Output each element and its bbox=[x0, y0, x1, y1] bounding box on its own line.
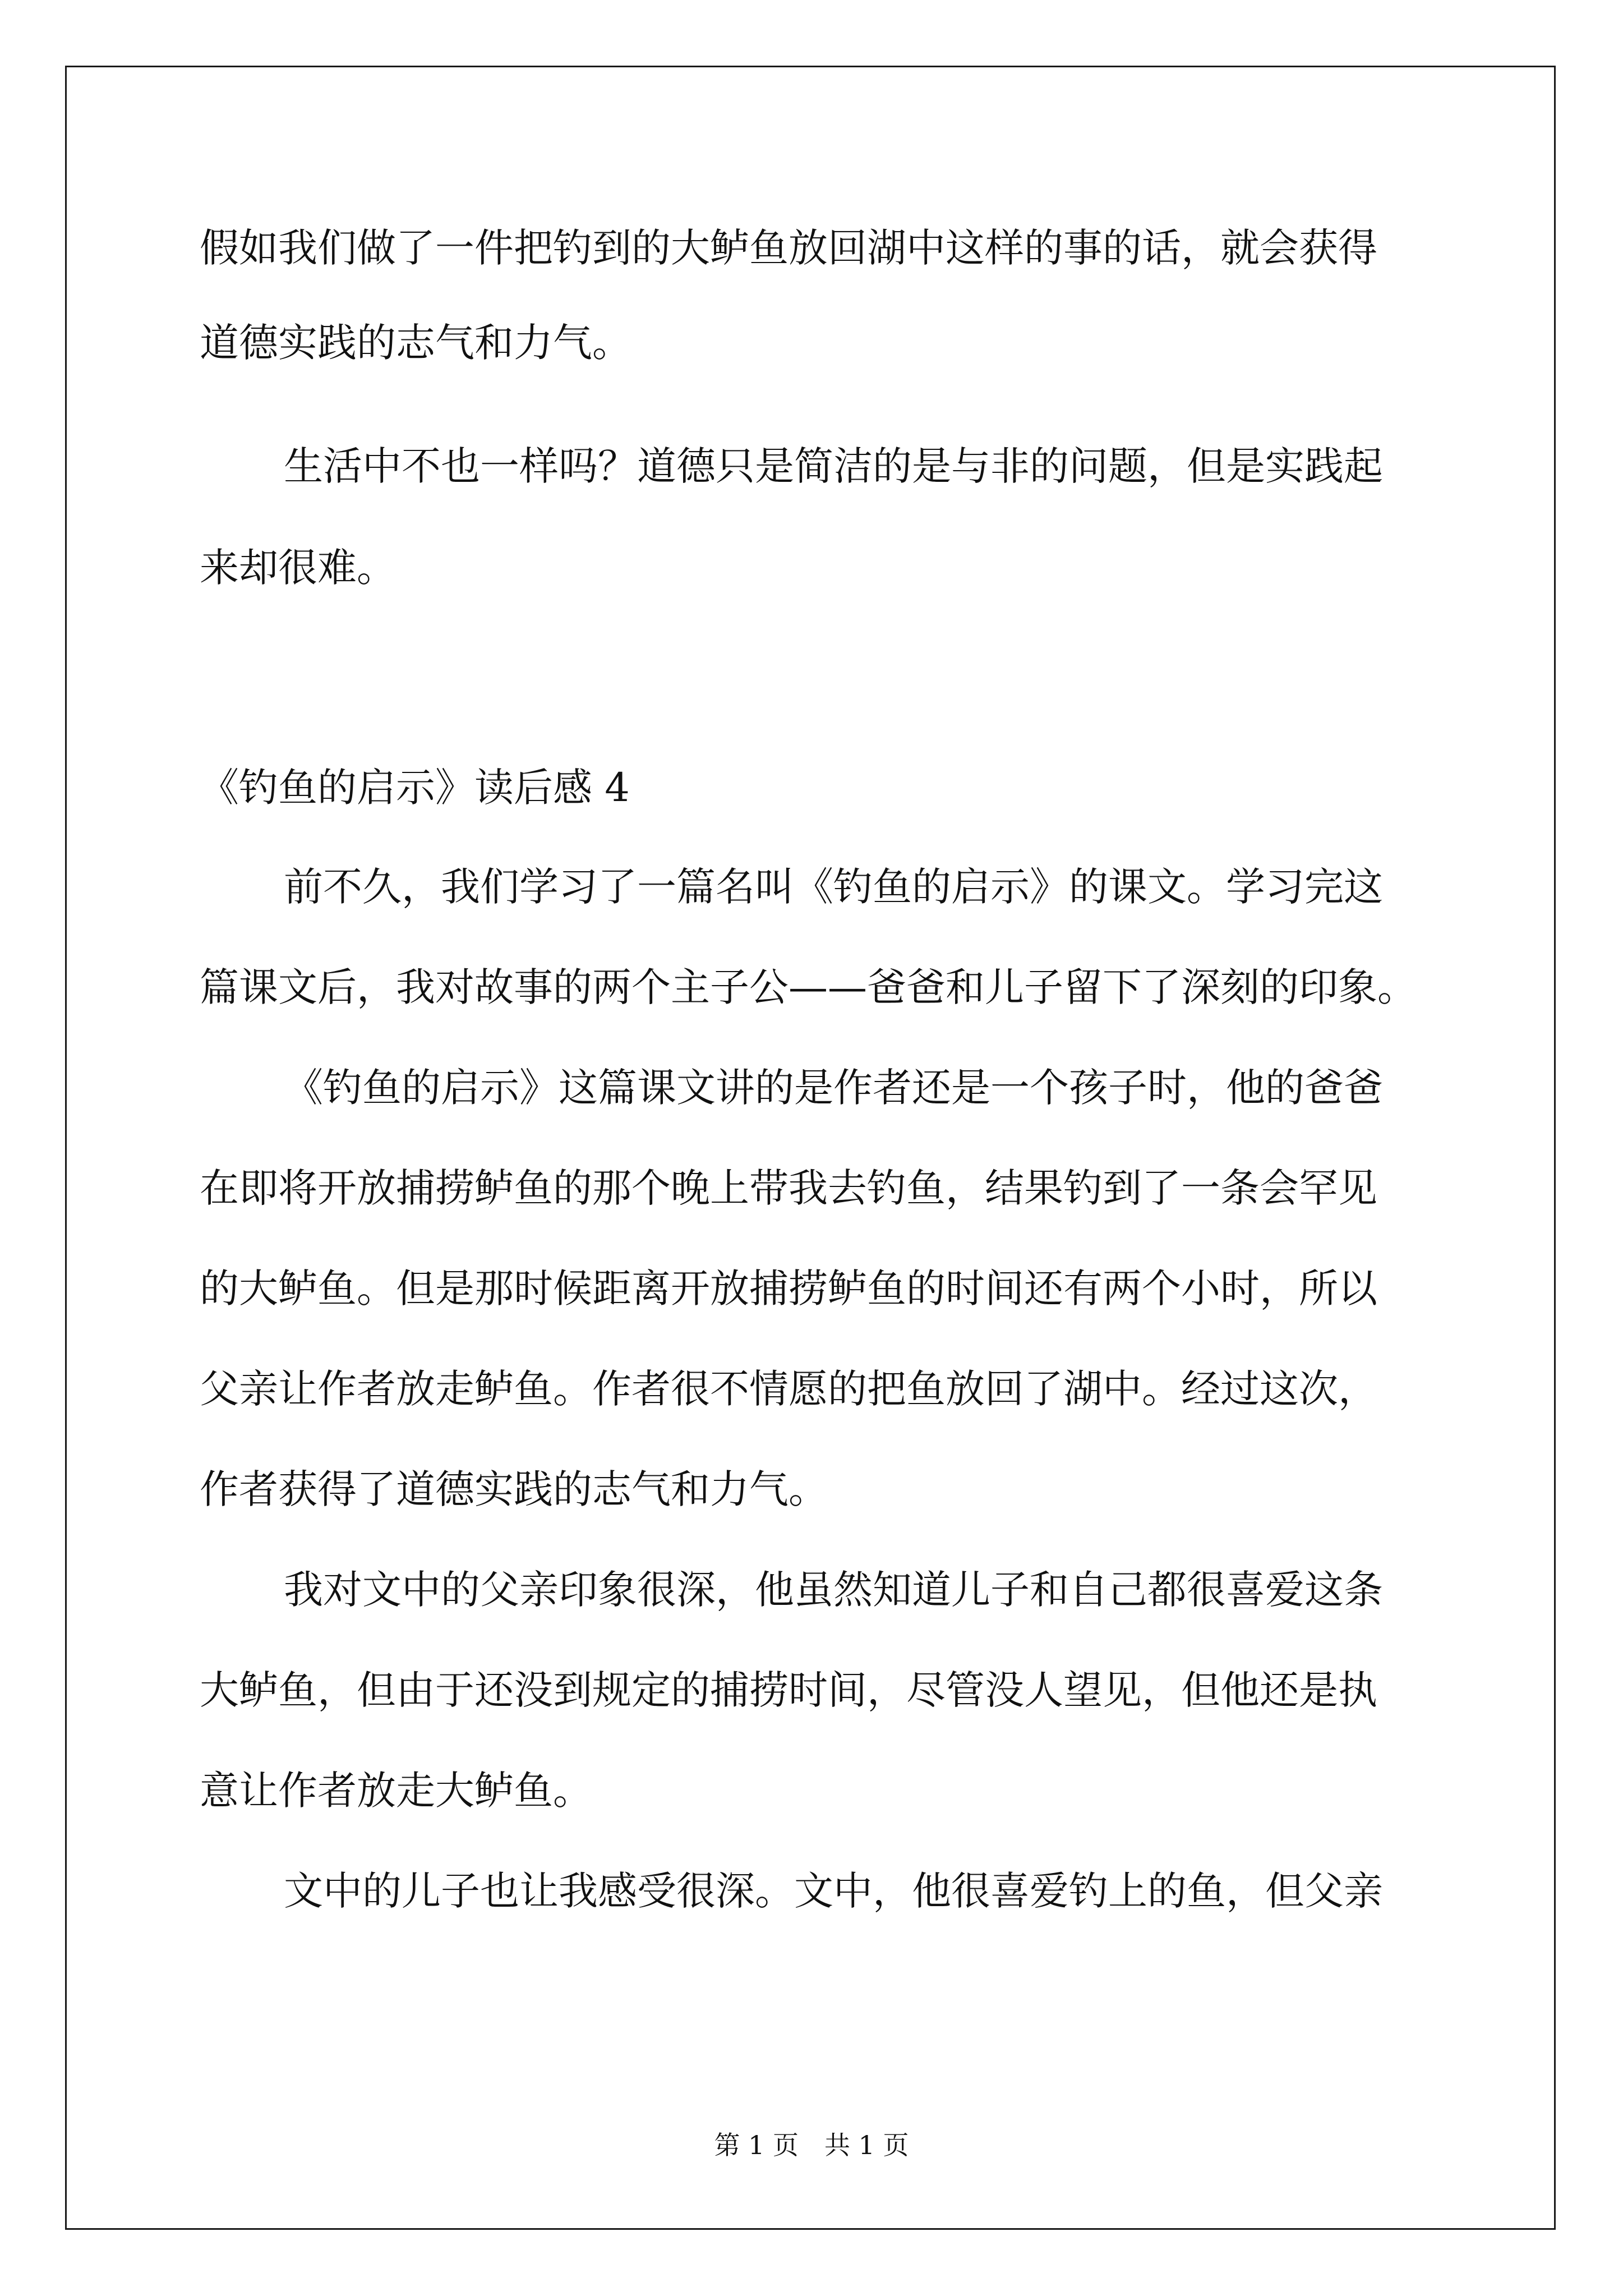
page-footer: 第 1 页 共 1 页 bbox=[714, 2130, 909, 2160]
text-line: 前不久，我们学习了一篇名叫《钓鱼的启示》的课文。学习完这 bbox=[284, 864, 1383, 910]
text-line: 假如我们做了一件把钓到的大鲈鱼放回湖中这样的事的话，就会获得 bbox=[200, 225, 1377, 271]
section-heading: 《钓鱼的启示》读后感 4 bbox=[200, 765, 630, 811]
text-line: 意让作者放走大鲈鱼。 bbox=[200, 1768, 592, 1814]
text-line: 生活中不也一样吗？道德只是简洁的是与非的问题，但是实践起 bbox=[284, 443, 1383, 489]
text-line: 文中的儿子也让我感受很深。文中，他很喜爱钓上的鱼，但父亲 bbox=[284, 1868, 1383, 1914]
text-line: 的大鲈鱼。但是那时候距离开放捕捞鲈鱼的时间还有两个小时，所以 bbox=[200, 1266, 1377, 1312]
text-line: 在即将开放捕捞鲈鱼的那个晚上带我去钓鱼，结果钓到了一条会罕见 bbox=[200, 1165, 1377, 1211]
text-line: 来却很难。 bbox=[200, 545, 396, 591]
text-line: 道德实践的志气和力气。 bbox=[200, 320, 631, 366]
text-line: 作者获得了道德实践的志气和力气。 bbox=[200, 1466, 828, 1512]
text-line: 篇课文后，我对故事的两个主子公——爸爸和儿子留下了深刻的印象。 bbox=[200, 964, 1417, 1010]
text-line: 《钓鱼的启示》这篇课文讲的是作者还是一个孩子时，他的爸爸 bbox=[284, 1065, 1383, 1111]
text-line: 父亲让作者放走鲈鱼。作者很不情愿的把鱼放回了湖中。经过这次， bbox=[200, 1366, 1377, 1412]
text-line: 我对文中的父亲印象很深，他虽然知道儿子和自己都很喜爱这条 bbox=[284, 1567, 1383, 1613]
text-line: 大鲈鱼，但由于还没到规定的捕捞时间，尽管没人望见，但他还是执 bbox=[200, 1667, 1377, 1713]
